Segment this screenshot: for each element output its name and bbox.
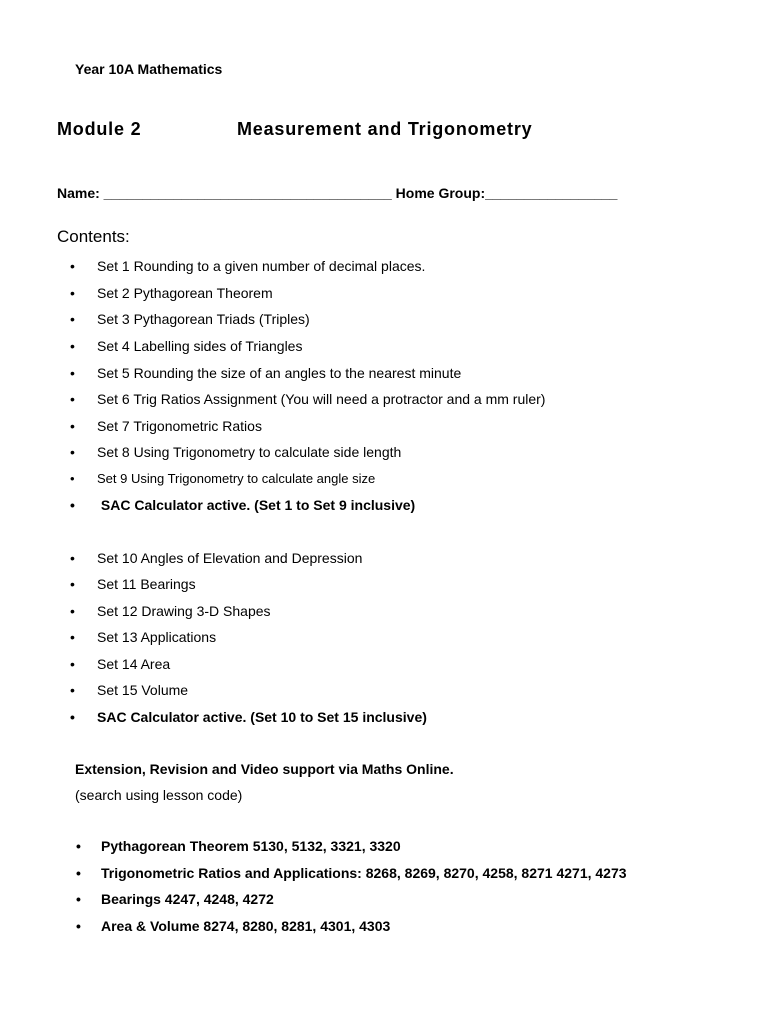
bullet-icon: • [70,656,75,672]
course-header: Year 10A Mathematics [75,61,223,77]
bullet-icon: • [76,865,81,881]
bullet-icon: • [70,418,75,434]
bullet-icon: • [70,338,75,354]
bullet-icon: • [70,709,75,725]
bullet-icon: • [76,838,81,854]
bullet-icon: • [70,682,75,698]
module-title: Measurement and Trigonometry [237,119,533,139]
bullet-icon: • [70,576,75,592]
bullet-icon: • [70,497,75,513]
name-home-group-fields: Name: _____________________________________ Home Group:_________________ [57,185,618,201]
contents-heading: Contents: [57,227,130,246]
bullet-icon: • [70,603,75,619]
bullet-icon: • [70,444,75,460]
bullet-icon: • [70,391,75,407]
bullet-icon: • [70,311,75,327]
module-number: Module 2 [57,119,142,139]
bullet-icon: • [76,918,81,934]
extension-title: Extension, Revision and Video support via Maths Online. [75,761,454,777]
bullet-icon: • [70,550,75,566]
bullet-icon: • [70,629,75,645]
bullet-icon: • [70,365,75,381]
bullet-icon: • [70,471,75,486]
bullet-icon: • [76,891,81,907]
bullet-icon: • [70,258,75,274]
bullet-icon: • [70,285,75,301]
extension-subtitle: (search using lesson code) [75,787,243,803]
